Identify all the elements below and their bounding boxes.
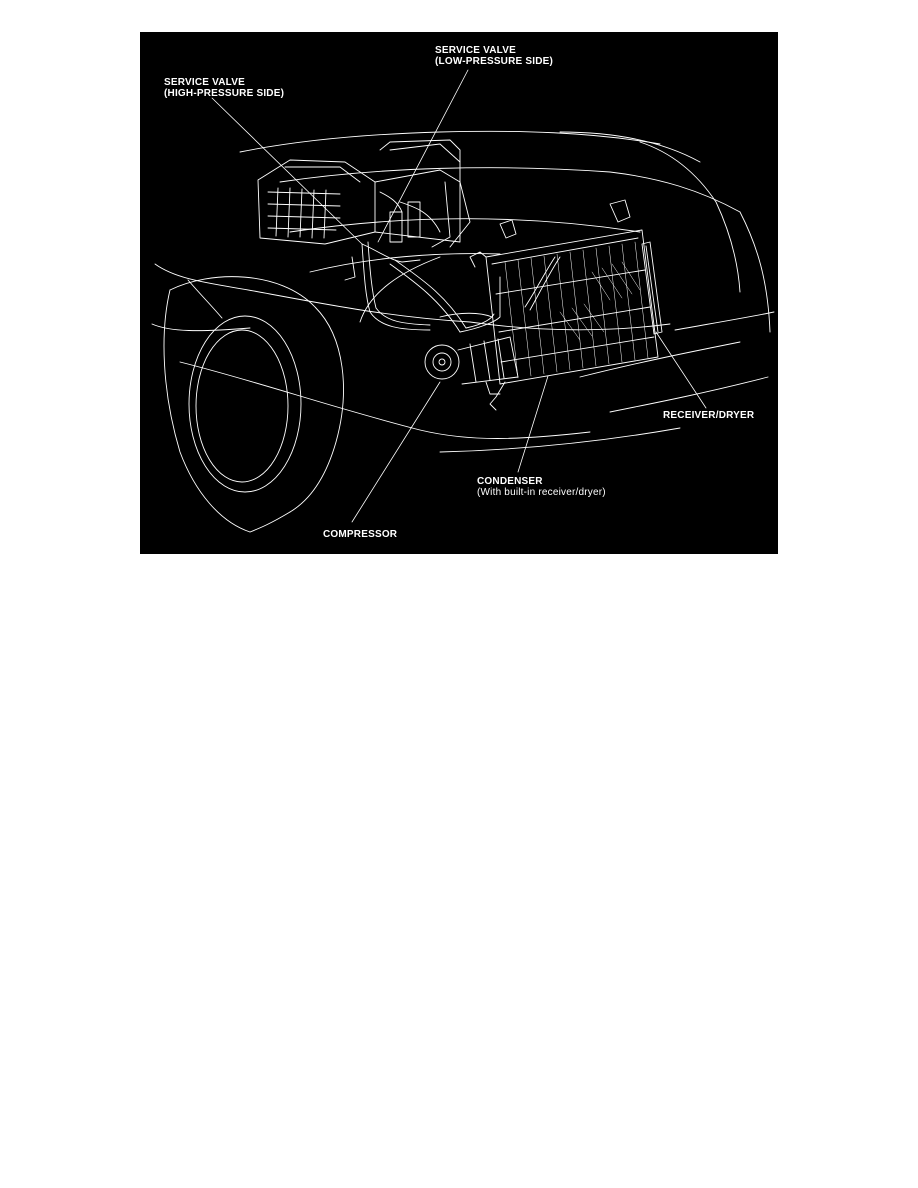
- label-service-valve-high: SERVICE VALVE (HIGH-PRESSURE SIDE): [164, 77, 285, 99]
- leader-receiver-dryer: [656, 332, 706, 408]
- leader-service-valve-low: [378, 70, 468, 242]
- label-condenser-note: (With built-in receiver/dryer): [477, 487, 606, 498]
- ac-system-diagram: [140, 32, 778, 554]
- label-compressor: COMPRESSOR: [323, 529, 398, 540]
- refrigerant-lines: [362, 242, 500, 332]
- label-receiver-dryer: RECEIVER/DRYER: [663, 410, 755, 421]
- leader-lines: [212, 70, 706, 522]
- blower-module: [345, 140, 460, 280]
- compressor: [425, 337, 518, 394]
- evaporator-unit: [258, 144, 470, 247]
- vehicle-body-outline: [152, 131, 774, 452]
- evaporator-grille: [268, 188, 340, 238]
- condenser: [470, 200, 658, 410]
- diagram-drawing: [140, 32, 778, 554]
- leader-condenser: [518, 376, 548, 472]
- label-service-valve-low: SERVICE VALVE (LOW-PRESSURE SIDE): [435, 45, 554, 67]
- label-condenser: CONDENSER (With built-in receiver/dryer): [477, 476, 606, 498]
- front-wheel: [164, 277, 343, 532]
- leader-compressor: [352, 382, 440, 522]
- leader-service-valve-high: [212, 98, 362, 244]
